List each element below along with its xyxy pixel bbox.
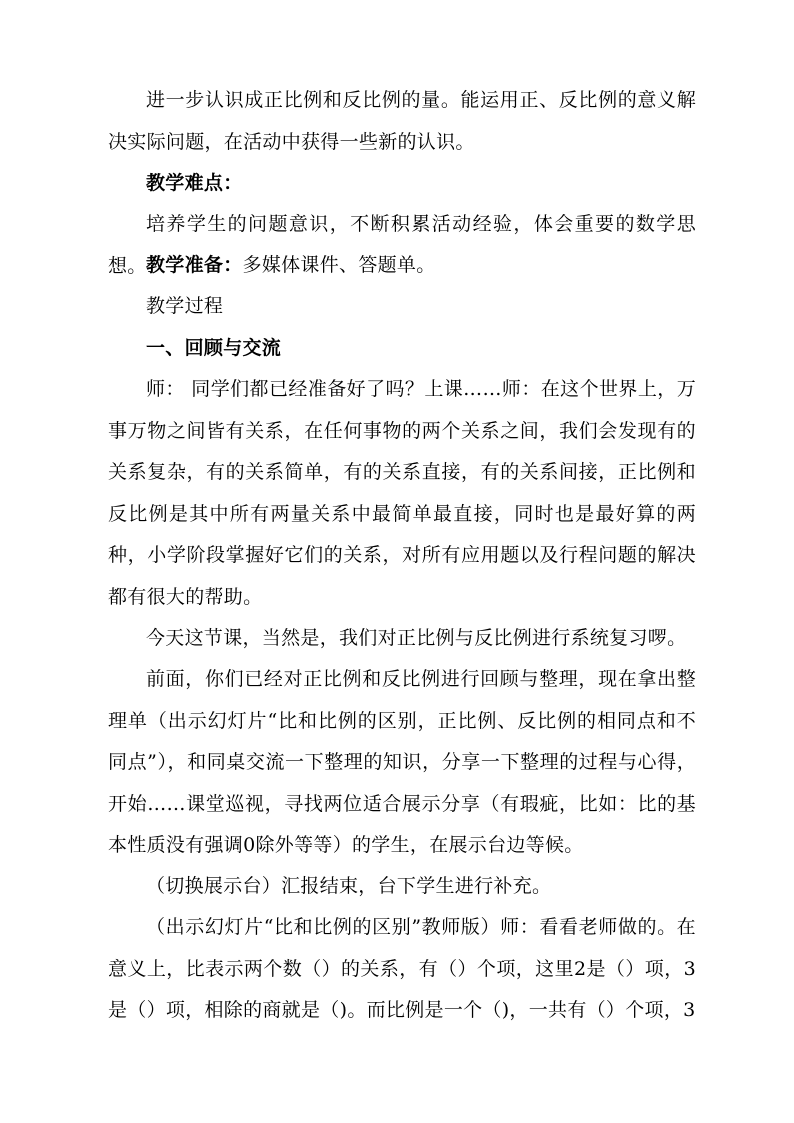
switch-display-paragraph: （切换展示台）汇报结束，台下学生进行补充。 [146, 875, 552, 897]
teacher-intro-paragraph: 师： 同学们都已经准备好了吗？上课……师：在这个世界上，万事万物之间皆有关系，在任何事物的两个关系之间，我们会发现有的关系复杂，有的关系简单，有的关系直接，有的关系间接，正比例和反比例是其中所有两量关系中最简单最直接，同时也是最好算的两种，小学阶段掌握好它们的关系，对所有应用题以及行程问题的解决都有很大的帮助。 [108, 378, 696, 608]
today-lesson-paragraph: 今天这节课，当然是，我们对正比例与反比例进行系统复习啰。 [146, 627, 687, 649]
teaching-preparation-line [108, 245, 696, 287]
teaching-difficulty-heading: 教学难点： [146, 172, 243, 194]
teaching-preparation-text: 多媒体课件、答题单。 [242, 254, 436, 276]
teaching-goal-paragraph: 进一步认识成正比例和反比例的量。能运用正、反比例的意义解决实际问题，在活动中获得一些新的认识。 [108, 89, 696, 153]
teaching-difficulty-paragraph: 培养学生的问题意识，不断积累活动经验，体会重要的数学思想。 [108, 213, 696, 277]
slide-comparison-paragraph: （出示幻灯片“比和比例的区别”教师版）师：看看老师做的。在意义上，比表示两个数（）的关系，有（）个项，这里2是（）项，3是（）项，相除的商就是（)。而比例是一个（)，一共有（）个项，3 [108, 916, 696, 1021]
section-one-heading: 一、回顾与交流 [146, 337, 282, 359]
teaching-process-heading: 教学过程 [146, 295, 224, 317]
review-exchange-paragraph: 前面，你们已经对正比例和反比例进行回顾与整理，现在拿出整理单（出示幻灯片“比和比例的区别，正比例、反比例的相同点和不同点”），和同桌交流一下整理的知识，分享一下整理的过程与心得，开始……课堂巡视，寻找两位适合展示分享（有瑕疵，比如：比的基本性质没有强调0除外等等）的学生，在展示台边等候。 [108, 668, 696, 856]
teaching-preparation-label: 教学准备： [146, 254, 243, 276]
